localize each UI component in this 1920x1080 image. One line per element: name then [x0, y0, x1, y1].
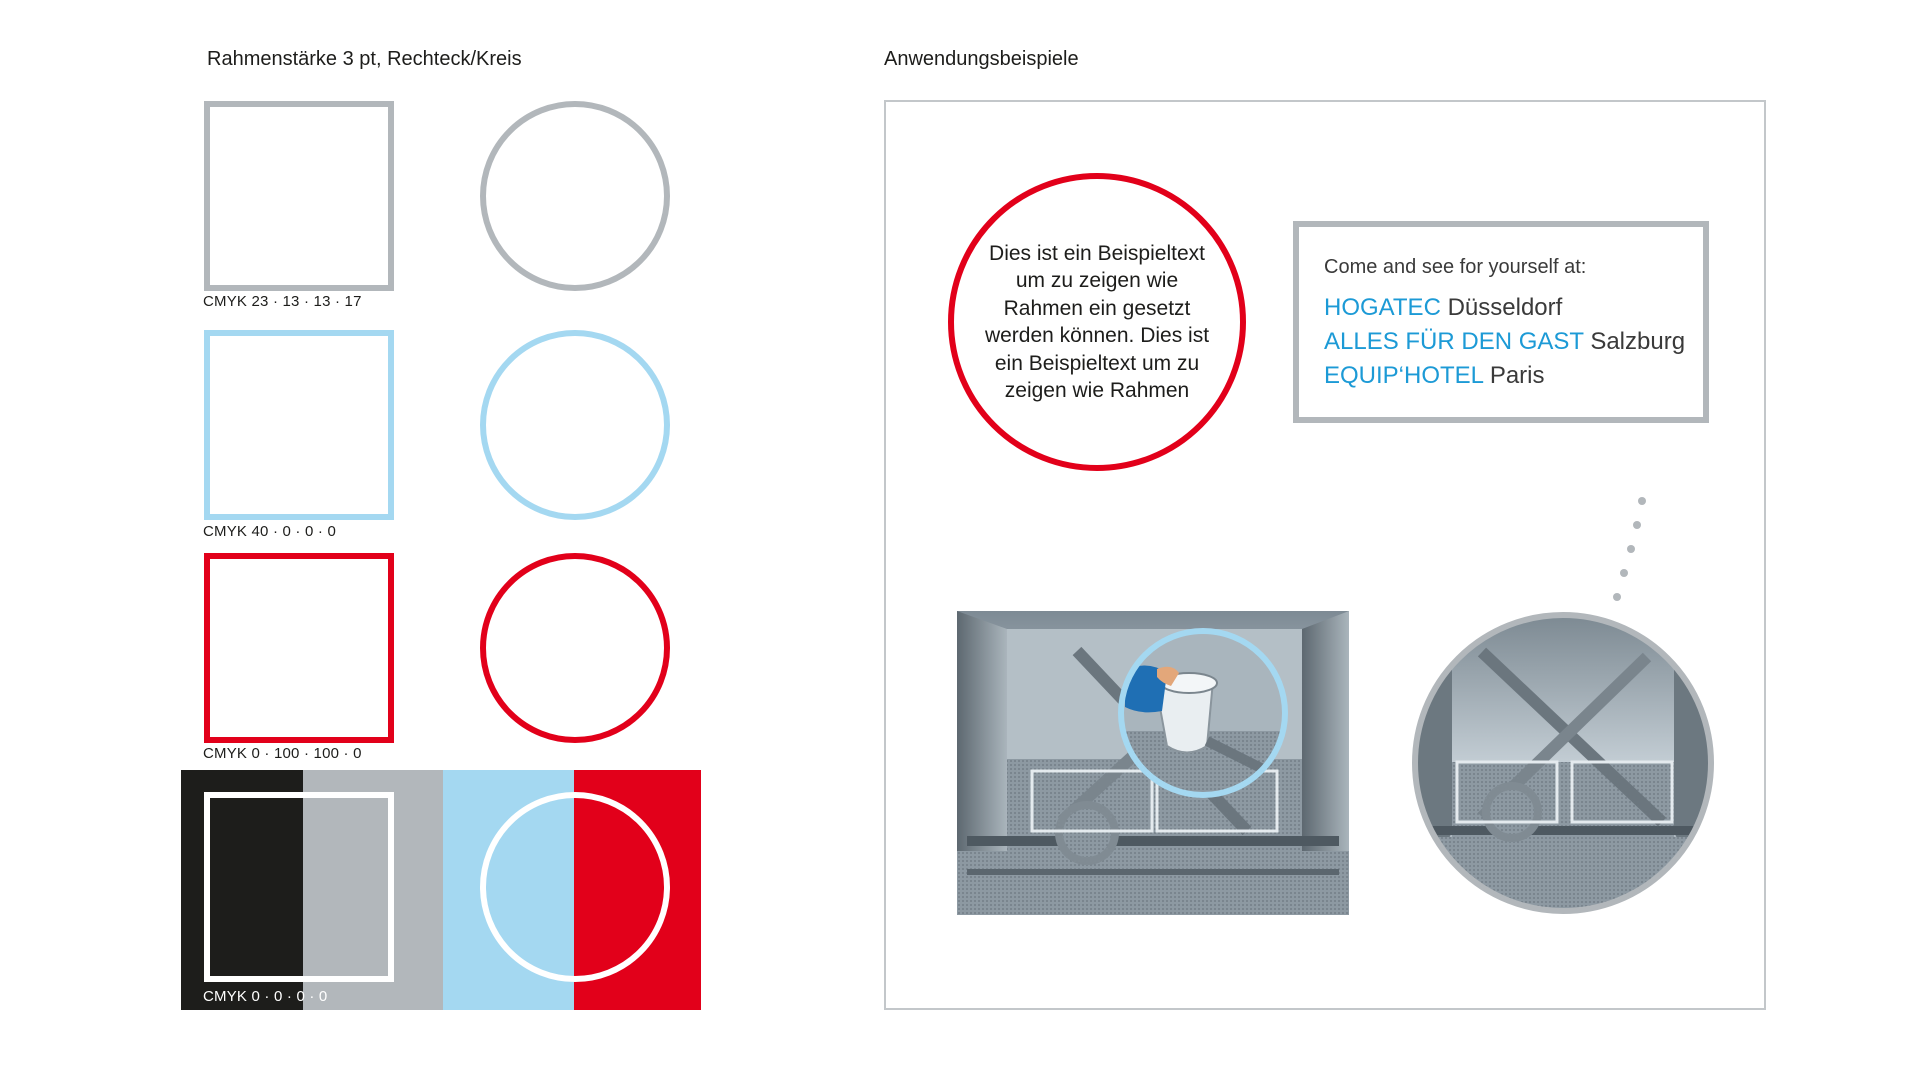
- event-line-1: [1324, 291, 1562, 325]
- event-line-2: [1324, 325, 1685, 359]
- info-intro-text: Come and see for yourself at:: [1324, 256, 1587, 278]
- right-section-heading: Anwendungsbeispiele: [884, 48, 1079, 70]
- event-info-box: [1293, 221, 1709, 423]
- trail-dot: [1627, 545, 1635, 553]
- red-cmyk-label: CMYK 0 · 100 · 100 · 0: [203, 745, 362, 762]
- trail-dot: [1633, 521, 1641, 529]
- red-square-frame: [204, 553, 394, 743]
- event-city: Salzburg: [1590, 328, 1686, 355]
- dishwasher-photo: [957, 611, 1349, 915]
- left-section-heading: Rahmenstärke 3 pt, Rechteck/Kreis: [207, 48, 522, 70]
- white-circle-frame: [480, 792, 670, 982]
- event-name: EQUIP‘HOTEL: [1324, 362, 1484, 389]
- grey-circle-zoom-photo: [1412, 612, 1714, 914]
- trail-dot: [1613, 593, 1621, 601]
- event-name: ALLES FÜR DEN GAST: [1324, 328, 1584, 355]
- white-cmyk-label: CMYK 0 · 0 · 0 · 0: [203, 988, 328, 1005]
- event-city: Paris: [1489, 362, 1545, 389]
- lightblue-cmyk-label: CMYK 40 · 0 · 0 · 0: [203, 523, 337, 540]
- event-city: Düsseldorf: [1447, 294, 1563, 321]
- example-body-text: Dies ist ein Beispieltext um zu zeigen wie Rahmen ein gesetzt werden können. Dies ist ein Beispieltext um zu zeigen wie Rahmen: [984, 241, 1210, 402]
- event-name: HOGATEC: [1324, 294, 1441, 321]
- event-line-3: [1324, 359, 1545, 393]
- grey-cmyk-label: CMYK 23 · 13 · 13 · 17: [203, 293, 362, 310]
- white-square-frame: [204, 792, 394, 982]
- lightblue-square-frame: [204, 330, 394, 520]
- grey-circle-frame: [480, 101, 670, 291]
- red-circle-text-example: [948, 173, 1246, 471]
- trail-dot: [1620, 569, 1628, 577]
- red-circle-frame: [480, 553, 670, 743]
- trail-dot: [1638, 497, 1646, 505]
- lightblue-circle-frame: [480, 330, 670, 520]
- grey-square-frame: [204, 101, 394, 291]
